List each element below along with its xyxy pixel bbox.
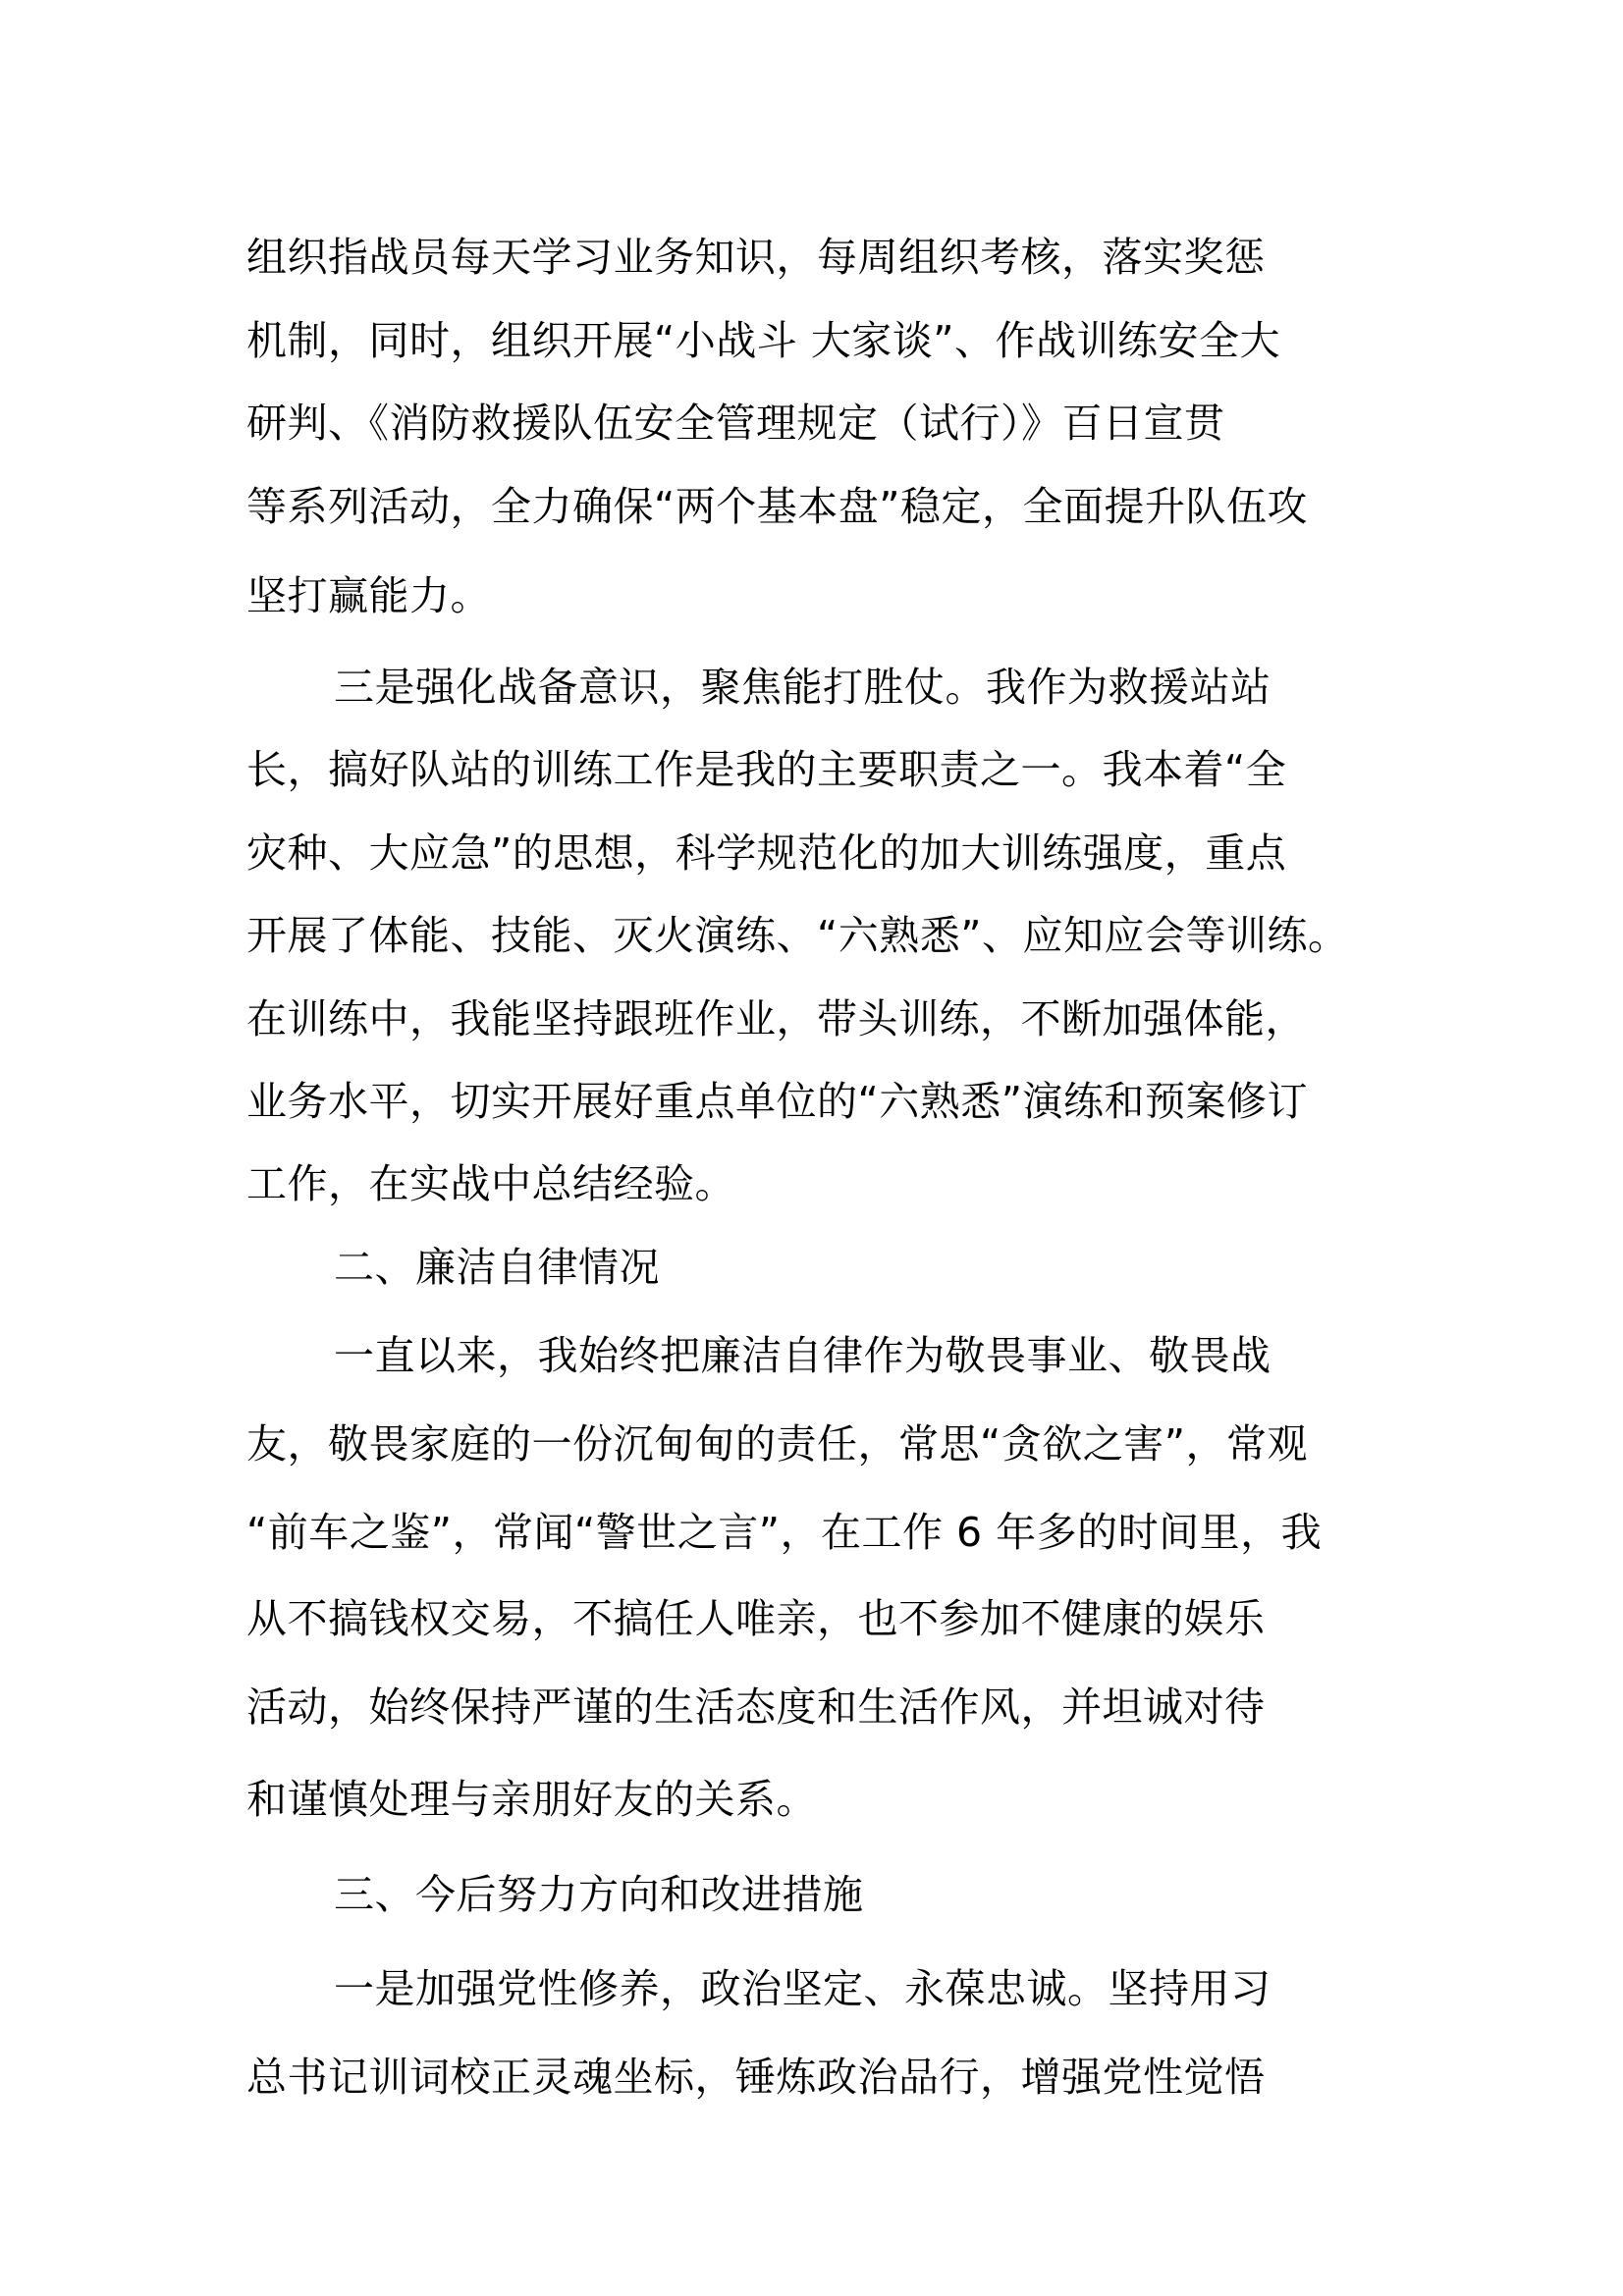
text-line: 灾种、大应急”的思想，科学规范化的加大训练强度，重点 — [246, 829, 1287, 877]
text-line: 组织指战员每天学习业务知识，每周组织考核，落实奖惩 — [246, 234, 1266, 281]
text-line: 开展了体能、技能、灭火演练、“六熟悉”、应知应会等训练。 — [246, 912, 1349, 959]
paragraph-start-line: 一直以来，我始终把廉洁自律作为敬畏事业、敬畏战 — [334, 1332, 1271, 1379]
text-line: 坚打赢能力。 — [246, 572, 491, 619]
section-heading: 二、廉洁自律情况 — [334, 1244, 660, 1291]
text-line: “前车之鉴”，常闻“警世之言”，在工作 6 年多的时间里，我 — [246, 1509, 1323, 1556]
text-line: 友，敬畏家庭的一份沉甸甸的责任，常思“贪欲之害”，常观 — [246, 1420, 1308, 1468]
text-line: 总书记训词校正灵魂坐标，锤炼政治品行，增强党性觉悟 — [246, 2054, 1266, 2101]
text-line: 和谨慎处理与亲朋好友的关系。 — [246, 1776, 817, 1823]
text-line: 活动，始终保持严谨的生活态度和生活作风，并坦诚对待 — [246, 1683, 1266, 1731]
text-line: 业务水平，切实开展好重点单位的“六熟悉”演练和预案修订 — [246, 1078, 1308, 1125]
text-line: 在训练中，我能坚持跟班作业，带头训练，不断加强体能， — [246, 995, 1306, 1042]
text-line: 工作，在实战中总结经验。 — [246, 1160, 735, 1207]
section-heading: 三、今后努力方向和改进措施 — [334, 1871, 864, 1918]
text-line: 研判、《消防救援队伍安全管理规定（试行）》百日宣贯 — [246, 400, 1225, 447]
paragraph-start-line: 一是加强党性修养，政治坚定、永葆忠诚。坚持用习 — [334, 1965, 1271, 2012]
text-line: 机制，同时，组织开展“小战斗 大家谈”、作战训练安全大 — [246, 317, 1281, 364]
text-line: 长，搞好队站的训练工作是我的主要职责之一。我本着“全 — [246, 746, 1287, 793]
text-line: 等系列活动，全力确保“两个基本盘”稳定，全面提升队伍攻 — [246, 483, 1308, 530]
paragraph-start-line: 三是强化战备意识，聚焦能打胜仗。我作为救援站站 — [334, 664, 1271, 711]
text-line: 从不搞钱权交易，不搞任人唯亲，也不参加不健康的娱乐 — [246, 1595, 1266, 1642]
